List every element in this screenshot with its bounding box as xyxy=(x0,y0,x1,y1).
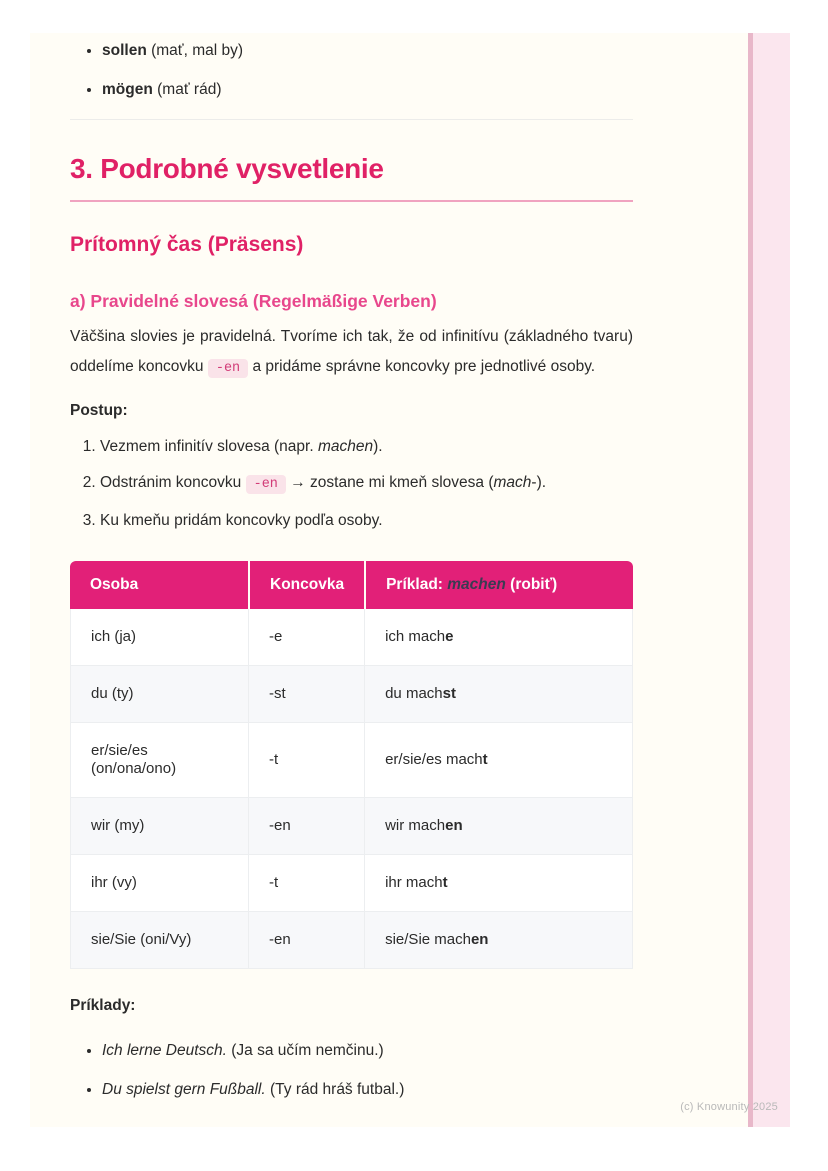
cell-osoba: ich (ja) xyxy=(70,609,248,666)
code-badge-en: -en xyxy=(246,475,286,494)
priklad-ending: t xyxy=(442,874,448,891)
priklad-stem: sie/Sie mach xyxy=(385,931,471,948)
example-german: Ich lerne Deutsch. xyxy=(102,1042,227,1059)
priklad-stem: wir mach xyxy=(385,817,446,834)
step-text: → zostane mi kmeň slovesa ( xyxy=(285,474,494,491)
header-text: (robiť) xyxy=(505,576,558,593)
step-text: -). xyxy=(531,474,547,491)
step-italic: mach xyxy=(493,474,532,491)
section-divider xyxy=(70,119,633,120)
step-text: Ku kmeňu pridám koncovky podľa osoby. xyxy=(100,512,383,529)
cell-koncovka: -en xyxy=(248,798,364,855)
steps-list xyxy=(70,436,633,531)
step-item xyxy=(100,472,633,495)
header-verb-italic: machen xyxy=(447,576,506,593)
table-header-cell xyxy=(364,561,633,609)
verb-translation: (mať, mal by) xyxy=(146,42,244,59)
step-text: ). xyxy=(373,438,383,455)
priklad-ending: en xyxy=(445,817,463,834)
step-italic: machen xyxy=(317,438,374,455)
cell-priklad xyxy=(364,609,633,666)
table-row xyxy=(70,666,633,723)
step-text: Vezmem infinitív slovesa (napr. xyxy=(100,438,318,455)
priklad-ending: en xyxy=(470,931,489,948)
verb-bold: sollen xyxy=(102,42,147,59)
cell-osoba: du (ty) xyxy=(70,666,248,723)
table-row xyxy=(70,855,633,912)
priklad-ending: t xyxy=(482,751,488,768)
section-heading: 3. Podrobné vysvetlenie xyxy=(70,152,633,202)
cell-koncovka: -t xyxy=(248,723,364,798)
example-translation: (Ja sa učím nemčinu.) xyxy=(226,1042,384,1059)
table-row xyxy=(70,723,633,798)
priklad-ending: st xyxy=(442,685,456,702)
table-header-cell: Koncovka xyxy=(248,561,364,609)
priklad-stem: ihr mach xyxy=(385,874,443,891)
table-header-row xyxy=(70,561,633,609)
verb-bold: mögen xyxy=(102,81,153,98)
cell-priklad xyxy=(364,723,633,798)
example-item xyxy=(102,1041,633,1060)
modal-verbs-list xyxy=(70,41,633,99)
cell-koncovka: -t xyxy=(248,855,364,912)
document-page xyxy=(30,33,790,1127)
postup-label: Postup: xyxy=(70,402,128,419)
list-item xyxy=(102,41,633,60)
list-item xyxy=(102,80,633,99)
page-edge-stripe xyxy=(748,33,790,1127)
cell-osoba: sie/Sie (oni/Vy) xyxy=(70,912,248,969)
priklad-stem: du mach xyxy=(385,685,443,702)
table-row xyxy=(70,912,633,969)
step-text: Odstránim koncovku xyxy=(100,474,246,491)
header-text: Príklad: xyxy=(386,576,448,593)
cell-priklad xyxy=(364,666,633,723)
subsection-heading: Prítomný čas (Präsens) xyxy=(70,233,304,256)
cell-osoba: wir (my) xyxy=(70,798,248,855)
copyright-watermark: (c) Knowunity 2025 xyxy=(680,1101,778,1113)
step-item xyxy=(100,436,633,457)
priklad-stem: er/sie/es mach xyxy=(385,751,483,768)
example-item xyxy=(102,1080,633,1099)
table-header-cell: Osoba xyxy=(70,561,248,609)
intro-text: Väčšina slovies je pravidelná. Tvoríme ich tak, že od infinitívu (základného tvaru) oddelíme koncovku xyxy=(70,328,633,375)
example-translation: (Ty rád hráš futbal.) xyxy=(265,1081,405,1098)
cell-koncovka: -e xyxy=(248,609,364,666)
priklad-ending: e xyxy=(445,628,454,645)
code-badge-en: -en xyxy=(208,359,248,378)
intro-paragraph xyxy=(70,322,633,384)
intro-text: a pridáme správne koncovky pre jednotlivé osoby. xyxy=(248,358,596,375)
examples-list xyxy=(70,1041,633,1099)
step-item xyxy=(100,510,633,531)
table-row xyxy=(70,609,633,666)
cell-priklad xyxy=(364,912,633,969)
cell-priklad xyxy=(364,798,633,855)
cell-osoba: ihr (vy) xyxy=(70,855,248,912)
example-german: Du spielst gern Fußball. xyxy=(102,1081,266,1098)
priklady-label: Príklady: xyxy=(70,997,136,1014)
verb-translation: (mať rád) xyxy=(152,81,222,98)
priklad-stem: ich mach xyxy=(385,628,446,645)
table-row xyxy=(70,798,633,855)
page-content xyxy=(70,33,633,1119)
conjugation-table xyxy=(70,561,633,969)
cell-koncovka: -st xyxy=(248,666,364,723)
cell-osoba: er/sie/es (on/ona/ono) xyxy=(70,723,248,798)
cell-koncovka: -en xyxy=(248,912,364,969)
cell-priklad xyxy=(364,855,633,912)
subsubsection-heading: a) Pravidelné slovesá (Regelmäßige Verben) xyxy=(70,291,437,311)
